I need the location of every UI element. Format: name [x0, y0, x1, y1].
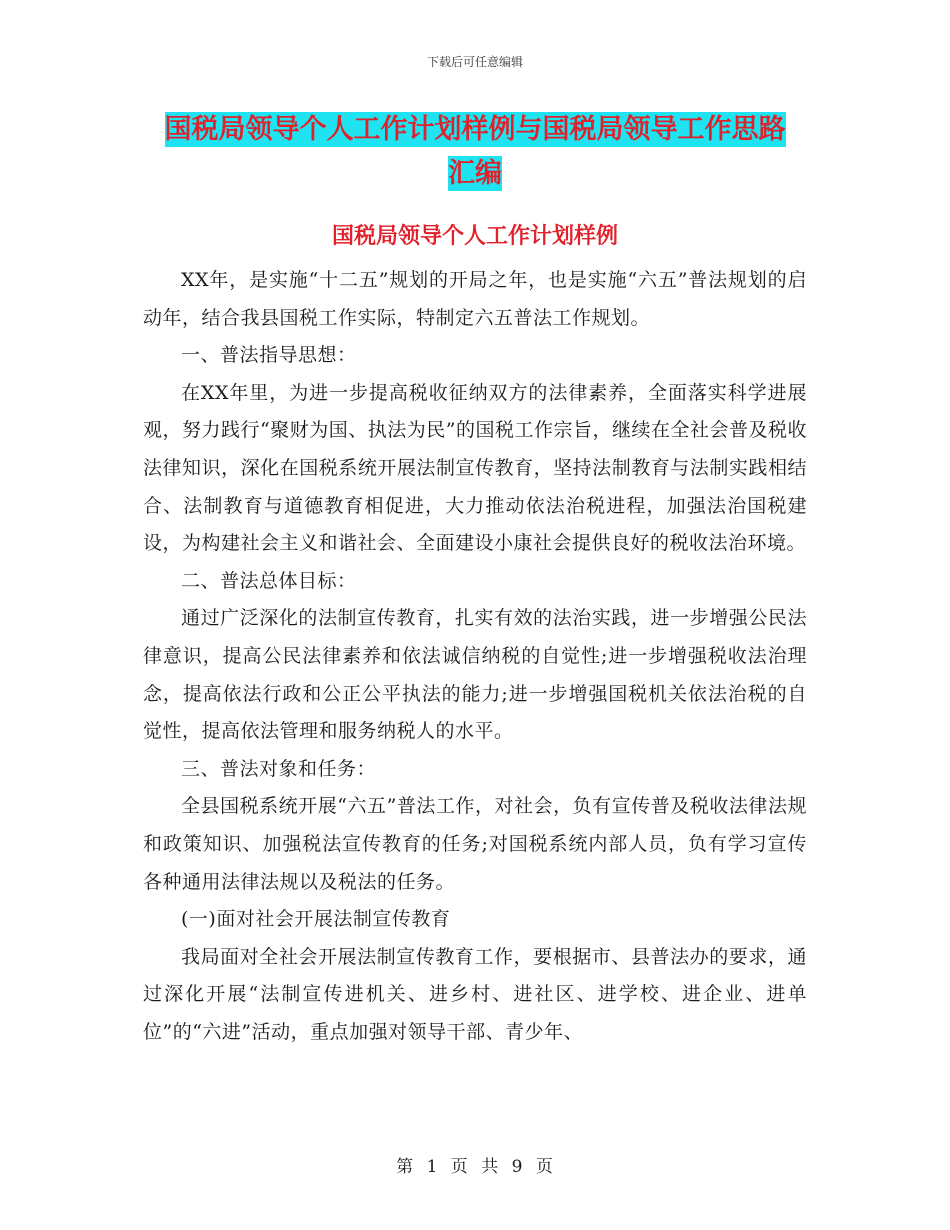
document-body: [143, 262, 807, 1051]
document-title-line2: 汇编: [448, 158, 502, 189]
sub-heading: (一)面对社会开展法制宣传教育: [181, 908, 451, 931]
footer-label: 页: [535, 1157, 554, 1177]
page-number-current: 1: [426, 1157, 439, 1177]
document-title: [140, 108, 810, 196]
section-heading: 二、普法总体目标：: [181, 569, 357, 592]
footer-label: 共: [481, 1157, 500, 1177]
section-title: 国税局领导个人工作计划样例: [331, 224, 618, 249]
paragraph: 我局面对全社会开展法制宣传教育工作，要根据市、县普法办的要求，通过深化开展“法制宣传进机关、进乡村、进社区、进学校、进企业、进单位”的“六进”活动，重点加强对领导干部、青少年、: [143, 945, 807, 1043]
paragraph: 全县国税系统开展“六五”普法工作，对社会，负有宣传普及税收法律法规和政策知识、加强税法宣传教育的任务;对国税系统内部人员，负有学习宣传各种通用法律法规以及税法的任务。: [143, 795, 807, 893]
page-number-total: 9: [511, 1157, 524, 1177]
page-footer: [0, 1152, 950, 1177]
footer-label: 页: [450, 1157, 469, 1177]
paragraph: XX年，是实施“十二五”规划的开局之年，也是实施“六五”普法规划的启动年，结合我县国税工作实际，特制定六五普法工作规划。: [143, 269, 807, 329]
paragraph: 通过广泛深化的法制宣传教育，扎实有效的法治实践，进一步增强公民法律意识，提高公民法律素养和依法诚信纳税的自觉性;进一步增强税收法治理念，提高依法行政和公正公平执法的能力;进一步增强国税机关依法治税的自觉性，提高依法管理和服务纳税人的水平。: [143, 607, 807, 743]
section-heading: 一、普法指导思想：: [181, 344, 357, 367]
header-note: 下载后可任意编辑: [426, 55, 523, 69]
footer-label: 第: [396, 1157, 415, 1177]
paragraph: 在XX年里，为进一步提高税收征纳双方的法律素养，全面落实科学进展观，努力践行“聚财为国、执法为民”的国税工作宗旨，继续在全社会普及税收法律知识，深化在国税系统开展法制宣传教育，坚持法制教育与法制实践相结合、法制教育与道德教育相促进，大力推动依法治税进程，加强法治国税建设，为构建社会主义和谐社会、全面建设小康社会提供良好的税收法治环境。: [143, 381, 807, 555]
section-heading: 三、普法对象和任务：: [181, 757, 377, 780]
document-title-line1: 国税局领导个人工作计划样例与国税局领导工作思路: [164, 114, 786, 145]
